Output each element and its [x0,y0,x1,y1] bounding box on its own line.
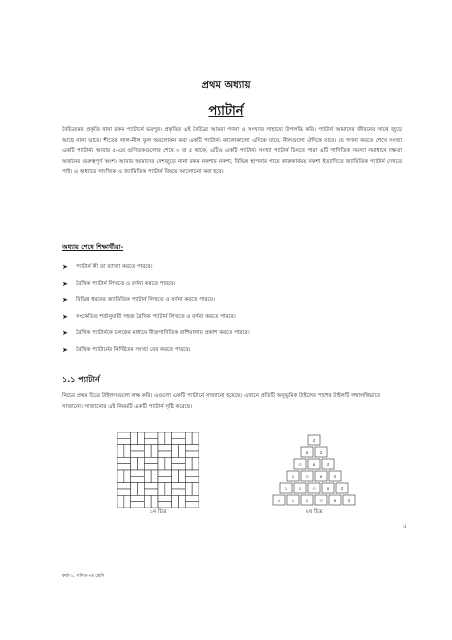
tile [172,457,186,463]
tile [117,438,131,444]
tile [124,470,131,483]
tile [158,476,172,482]
tile [144,470,151,483]
arrow-bullet-icon: ➤ [62,296,68,304]
tile [144,495,151,508]
tile [138,432,145,445]
arrow-bullet-icon: ➤ [62,312,68,321]
tile [117,432,131,438]
pyramid-cell-label: ৫ [340,486,344,492]
tile [185,470,199,476]
pyramid-cell-label: ৫ [347,498,351,504]
tile [138,457,145,470]
tile [158,495,172,501]
tile [131,483,138,496]
tile [144,438,158,444]
objective-text: প্যাটার্ন কী তা ব্যাখ্যা করতে পারবে। [76,264,153,270]
objective-item [62,345,402,362]
pyramid-cell-label: ২ [291,474,295,480]
tile [158,483,165,496]
section-heading: ১.১ প্যাটার্ন [62,375,100,384]
figure-1-caption: ১ম চিত্র [149,509,167,515]
tile [192,432,199,445]
tile [138,483,145,496]
tile [185,476,199,482]
tile-pattern-figure [117,432,199,508]
tile [158,457,165,470]
chapter-heading: প্রথম অধ্যায় [201,80,251,91]
tile [179,445,186,458]
arrow-bullet-icon: ➤ [62,329,68,337]
tile [117,495,124,508]
tile [158,451,172,457]
tile [131,502,145,508]
pyramid-cell-label: ৩ [305,474,309,480]
pyramid-cell-label: ৪ [319,474,323,480]
pyramid-cell-label: ৩ [319,498,323,504]
tile [151,445,158,458]
page-title: প্যাটার্ন [208,104,244,119]
tile [117,464,131,470]
tile [158,502,172,508]
tile [131,432,138,445]
figure-2-caption: ২য় চিত্র [305,509,323,515]
tile [185,495,199,501]
objective-text: রৈখিক প্যাটার্নকে চলকের মাধ্যমে বীজগাণিতিক রাশিমালায় প্রকাশ করতে পারবে। [76,330,250,336]
tile [172,489,186,495]
tile [144,489,158,495]
tile [151,495,158,508]
tile [124,445,131,458]
arrow-bullet-icon: ➤ [62,263,68,271]
tile [158,470,172,476]
tile [185,445,199,451]
objective-item [62,295,402,312]
pyramid-cell-label: ৫ [326,462,330,468]
tile [131,470,145,476]
pyramid-cell-label: ২ [305,498,309,504]
tile [172,483,186,489]
tile [117,470,124,483]
objective-text: সংকেতিত শর্তানুযায়ী সহজ রৈখিক প্যাটার্ন লিখতে ও বর্ণনা করতে পারবে। [76,313,236,320]
tile [158,445,172,451]
section-paragraph: নিচের প্রথম চিত্রে টাইলসগুলো লক্ষ করি। এগুলো একটি প্যাটার্নে সাজানো হয়েছে। এখানে প্রতিটি অনুভূমিক টাইলের পাশের টাইলটি লম্বালম্বিভাবে সাজানো। সাজানোর এই নিয়মটি একটি প্যাটার্ন সৃষ্টি করেছে। [62,393,380,410]
tile [158,432,165,445]
tile [165,432,172,445]
objectives-heading: অধ্যায় শেষে শিক্ষার্থীরা- [62,243,124,251]
objective-text: রৈখিক প্যাটার্ন লিখতে ও বর্ণনা করতে পারবে। [76,280,176,287]
tile [151,470,158,483]
tile [124,495,131,508]
tile [144,445,151,458]
intro-paragraph: বৈচিত্র্যময় প্রকৃতি নানা রকম প্যাটার্নে ভরপুর। প্রকৃতির এই বৈচিত্র্য আমরা গণনা ও সংখ্যার সাহায্যে উপলব্ধি করি। প্যাটার্ন আমাদের জীবনের সাথে জুড়ে আছে নানা ভাবে। শীতের লাল-নীল ফুল অবলোকন করা একটি প্যাটার্ন। কালোকালো এদিকে যাবে, নীলগুলো ঐদিকে যাবে। যে গণনা করতে শেখে সংখ্যা একটি প্যাটার্ন। আবার ৫-এর গুণিতকগুলোর শেষে ০ বা ৫ থাকে, এটিও একটি প্যাটার্ন। সংখ্যা প্যাটার্ন চিনতে পারা এটি গাণিতিক সমস্যা সমাধানে দক্ষতা অর্জনের গুরুত্বপূর্ণ অংশ। আবার আমাদের দেশজুড়ে নানা রকম নকশার নকশা, বিভিন্ন স্থাপনার গায়ে কারুকার্যময় নকশা ইত্যাদিতে জ্যামিতিক প্যাটার্ন দেখতে পাই। এ অধ্যায়ে সাংখ্যিক ও জ্যামিতিক প্যাটার্ন বিষয়ে আলোচনা করা হবে। [62,127,402,176]
pyramid-cell-label: ১ [291,498,295,504]
objective-item [62,328,402,345]
tile [172,495,179,508]
pyramid-cell-label: ৩ [312,486,316,492]
objective-text: রৈখিক প্যাটার্নের নির্দিষ্টতম সংখ্যা বের করতে পারবে। [76,346,191,353]
tile [192,457,199,470]
tile [117,445,124,458]
pyramid-cell-label: ৪ [326,486,330,492]
tile [117,489,131,495]
pyramid-cell-label: ৫ [319,450,323,456]
arrow-bullet-icon: ➤ [62,279,68,288]
tile [172,464,186,470]
pyramid-cell-label: ৫ [333,474,337,480]
tile [144,432,158,438]
tile [117,457,131,463]
tile [144,483,158,489]
tile [185,502,199,508]
tile [172,470,179,483]
tile [172,432,186,438]
tile [185,457,192,470]
objective-item [62,279,402,296]
tile [131,495,145,501]
tile [131,445,145,451]
pyramid-cell-label: ৪ [305,450,309,456]
tile [144,464,158,470]
tile [131,476,145,482]
tile [165,457,172,470]
tile [185,432,192,445]
tile [131,451,145,457]
tile [165,483,172,496]
tile [117,483,131,489]
pyramid-cell-label: ৩ [298,462,302,468]
objective-item [62,312,402,329]
tile [185,483,192,496]
objective-text: বিভিন্ন ধরনের জ্যামিতিক প্যাটার্ন লিখতে ও বর্ণনা করতে পারবে। [76,297,215,303]
pyramid-cell-label: ৫ [312,438,316,444]
page-footer: ফর্মা-১, গণিত-৭ম শ্রেণি [62,574,105,579]
tile [144,457,158,463]
pyramid-cell-label: ০ [277,498,281,504]
tile [131,457,138,470]
pyramid-cell-label: ২ [298,486,302,492]
pyramid-cell-label: ১ [284,486,288,492]
tile [172,438,186,444]
objectives-list [62,262,402,361]
tile [192,483,199,496]
tile [179,495,186,508]
arrow-bullet-icon: ➤ [62,345,68,354]
tile [172,445,179,458]
pyramid-cell-label: ৪ [333,498,337,504]
tile [179,470,186,483]
number-pyramid-figure [268,430,360,510]
pyramid-cell-label: ৪ [312,462,316,468]
objective-item [62,262,402,279]
margin-mark: ৫ [403,523,407,530]
tile [185,451,199,457]
